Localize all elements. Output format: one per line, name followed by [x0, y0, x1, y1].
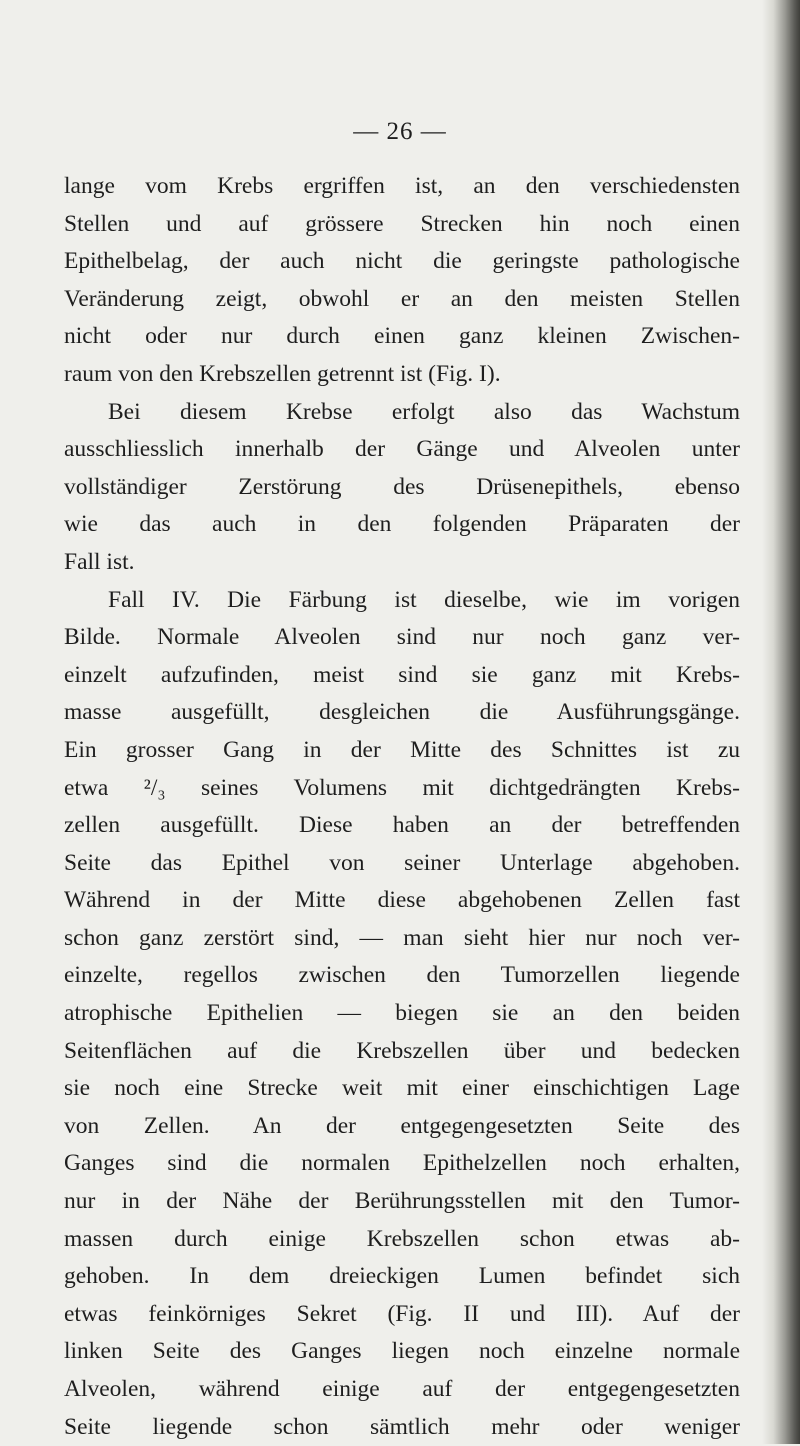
text-line: Bilde. Normale Alveolen sind nur noch ganz ver-: [64, 624, 740, 651]
text-line: sie noch eine Strecke weit mit einer einschichtigen Lage: [64, 1075, 740, 1102]
text-line: Bei diesem Krebse erfolgt also das Wachstum: [108, 398, 740, 425]
text-line: etwa ²/₃ seines Volumens mit dichtgedrängten Krebs-: [64, 774, 740, 801]
text-line: schon ganz zerstört sind, — man sieht hier nur noch ver-: [64, 924, 740, 951]
text-line: Stellen und auf grössere Strecken hin noch einen: [64, 210, 740, 237]
text-line: lange vom Krebs ergriffen ist, an den verschiedensten: [64, 173, 740, 199]
text-line: gehoben. In dem dreieckigen Lumen befindet sich: [64, 1263, 740, 1290]
text-line: zellen ausgefüllt. Diese haben an der betreffenden: [64, 812, 740, 839]
text-line: von Zellen. An der entgegengesetzten Seite des: [64, 1112, 740, 1139]
text-line: Seite liegende schon sämtlich mehr oder weniger: [64, 1413, 740, 1440]
text-line: atrophische Epithelien — biegen sie an den beiden: [64, 1000, 740, 1027]
text-line: vollständiger Zerstörung des Drüsenepithels, ebenso: [64, 473, 740, 500]
text-line: nur in der Nähe der Berührungsstellen mit den Tumor-: [64, 1188, 740, 1215]
text-line: Fall IV. Die Färbung ist dieselbe, wie im vorigen: [108, 586, 740, 613]
body-text: [64, 168, 740, 1446]
text-line: ausschliesslich innerhalb der Gänge und Alveolen unter: [64, 436, 740, 463]
text-line: linken Seite des Ganges liegen noch einzelne normale: [64, 1338, 740, 1365]
text-line: nicht oder nur durch einen ganz kleinen Zwischen-: [64, 323, 740, 350]
text-line: Während in der Mitte diese abgehobenen Zellen fast: [64, 887, 740, 914]
text-line: einzelte, regellos zwischen den Tumorzellen liegende: [64, 962, 740, 989]
page-number: — 26 —: [353, 118, 447, 145]
text-line: massen durch einige Krebszellen schon etwas ab-: [64, 1225, 740, 1252]
text-line: Fall ist.: [64, 548, 135, 575]
text-line: raum von den Krebszellen getrennt ist (Fig. I).: [64, 360, 501, 387]
text-line: einzelt aufzufinden, meist sind sie ganz mit Krebs-: [64, 661, 740, 688]
text-line: Veränderung zeigt, obwohl er an den meisten Stellen: [64, 285, 740, 312]
text-line: Ein grosser Gang in der Mitte des Schnittes ist zu: [64, 736, 740, 763]
text-line: Seite das Epithel von seiner Unterlage abgehoben.: [64, 849, 740, 876]
page-edge-shadow: [762, 0, 800, 1444]
text-line: masse ausgefüllt, desgleichen die Ausführungsgänge.: [64, 699, 740, 726]
text-line: Epithelbelag, der auch nicht die geringste pathologische: [64, 248, 740, 275]
text-line: Ganges sind die normalen Epithelzellen noch erhalten,: [64, 1150, 740, 1177]
text-line: etwas feinkörniges Sekret (Fig. II und III). Auf der: [64, 1300, 740, 1327]
text-line: Alveolen, während einige auf der entgegengesetzten: [64, 1376, 740, 1402]
text-line: Seitenflächen auf die Krebszellen über und bedecken: [64, 1037, 740, 1064]
text-line: wie das auch in den folgenden Präparaten der: [64, 511, 740, 538]
